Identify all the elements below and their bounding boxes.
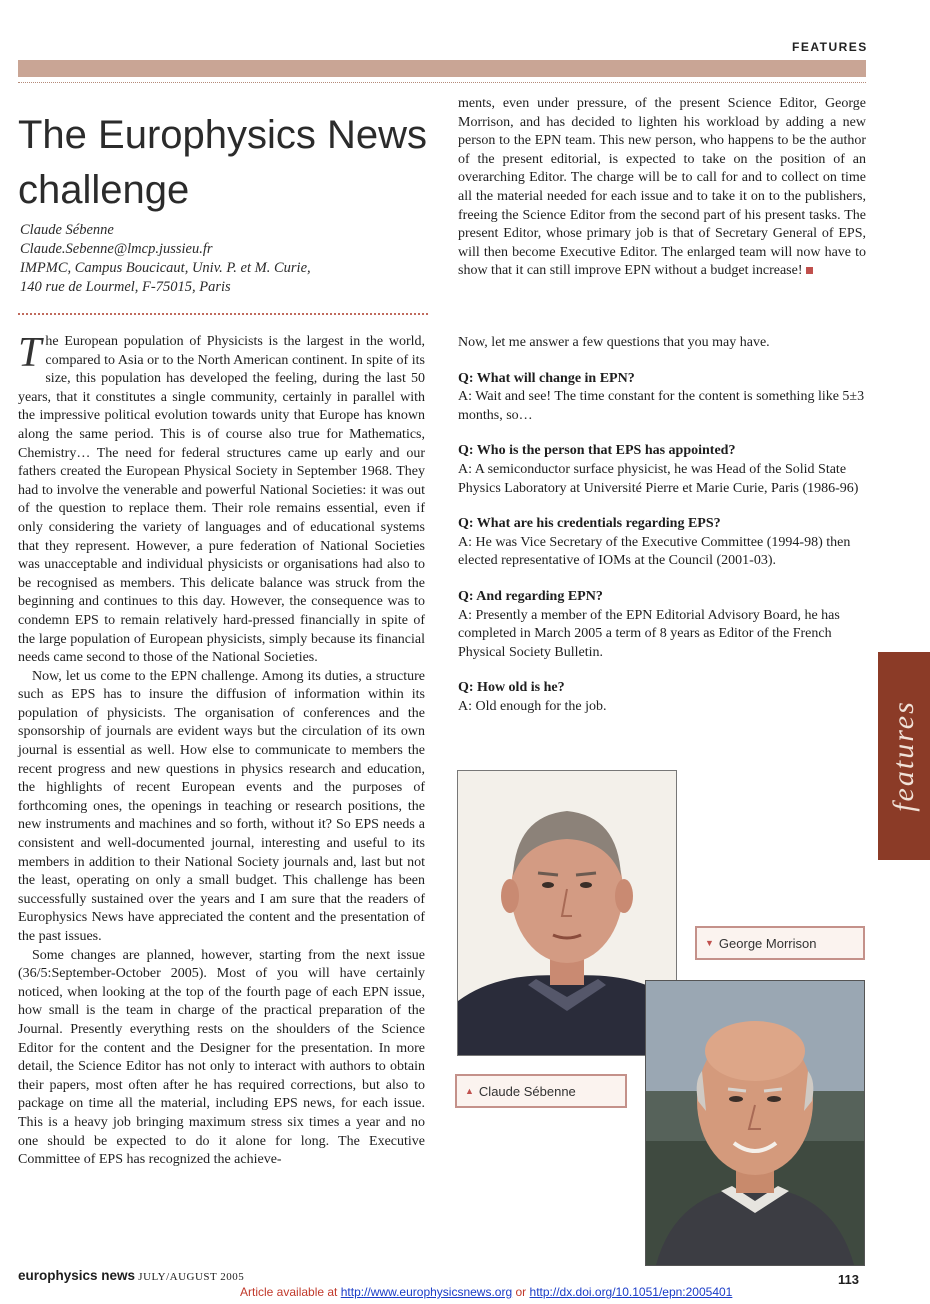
qa-item xyxy=(458,588,868,662)
author-name: Claude Sébenne xyxy=(20,222,114,238)
portrait-claude-image xyxy=(458,771,676,1055)
section-label: FEATURES xyxy=(792,40,868,54)
article-title: The Europhysics News challenge xyxy=(18,113,428,212)
author-email: Claude.Sebenne@lmcp.jussieu.fr xyxy=(20,241,213,257)
caption-george xyxy=(695,926,865,960)
drop-cap: T xyxy=(18,330,42,376)
continued-paragraph xyxy=(458,95,866,281)
left-column xyxy=(18,330,425,1170)
page-number: 113 xyxy=(838,1272,859,1287)
qa-section xyxy=(458,334,868,734)
caption-claude-text: Claude Sébenne xyxy=(478,1083,576,1099)
question: Q: What are his credentials regarding EPS? xyxy=(458,516,721,532)
availability-or: or xyxy=(515,1285,527,1299)
question: Q: Who is the person that EPS has appointed? xyxy=(458,443,736,459)
author-block xyxy=(20,221,430,297)
triangle-up-icon: ▲ xyxy=(465,1086,474,1096)
qa-item xyxy=(458,370,868,426)
portrait-photo-claude xyxy=(457,770,677,1056)
caption-george-text: George Morrison xyxy=(718,935,817,951)
paragraph-3: Some changes are planned, however, starting from the next issue (36/5:September-October 2005). Most of you will have certainly noticed, when looking at the top of the fourth page of each EPN issue, how small is the team in charge of the practical preparation of the Journal. Presently everything rests on the shoulders of the Science Editor for the content and the Designer for the presentation. In more detail, the Science Editor has not only to interact with authors to obtain their papers, most often after he has required corrections, but also to package on time all the material, including EPS news, for each issue. This is a heavy job bringing maximum stress six times a year and no one should be expected to do it alone for long. The Executive Committee of EPS has recognized the achieve- xyxy=(18,947,425,1168)
header-accent-bar xyxy=(18,60,866,77)
side-tab-label: features xyxy=(887,700,920,812)
question: Q: How old is he? xyxy=(458,680,565,696)
portrait-george-image xyxy=(646,981,864,1265)
portrait-photo-george xyxy=(645,980,865,1266)
answer: A: Old enough for the job. xyxy=(458,698,607,714)
availability-line xyxy=(240,1285,840,1299)
footer-publication xyxy=(18,1268,244,1284)
paragraph-1-text: he European population of Physicists is the largest in the world, compared to Asia or to the North American continent. In spite of its size, this population has developed the feeling, during the last 50 years, that it constitutes a single community, certainly in parallel with the impressive political evolution towards unity that Europe has known along the same period. This is of course also true for Mathematics, Chemistry… The need for federal structures came up early and our fathers created the European Physical Society in September 1968. They had to involve the venerable and powerful National Societies: it was out of the question to replace them. Their role remains essential, even if only considering the variety of languages and of educational systems that they represent. However, a pure federation of National Societies was unacceptable and individual physicists or organisations had also to be recognised as members. This delicate balance was struck from the beginning and continues to this day. However, the consequence was to condemn EPS to remain relatively hard-pressed financially in spite of the large population of European physicists, simply because its financial needs came second to those of the National Societies. xyxy=(18,334,425,666)
qa-item xyxy=(458,515,868,571)
triangle-down-icon: ▼ xyxy=(705,938,714,948)
answer: A: He was Vice Secretary of the Executive Committee (1994-98) then elected representative of IOMs at the Council (2001-03). xyxy=(458,534,851,569)
author-affiliation: IMPMC, Campus Boucicaut, Univ. P. et M. Curie, xyxy=(20,260,311,276)
author-address: 140 rue de Lourmel, F-75015, Paris xyxy=(20,279,231,295)
title-divider xyxy=(18,313,428,315)
footer-brand: europhysics news xyxy=(18,1268,136,1283)
journal-url-link[interactable]: http://www.europhysicsnews.org xyxy=(340,1285,513,1299)
end-of-article-icon xyxy=(806,267,813,274)
qa-item xyxy=(458,442,868,498)
doi-link[interactable]: http://dx.doi.org/10.1051/epn:2005401 xyxy=(529,1285,733,1299)
caption-claude xyxy=(455,1074,627,1108)
footer-issue: JULY/AUGUST 2005 xyxy=(138,1271,245,1283)
header-dotted-line xyxy=(18,82,866,83)
question: Q: And regarding EPN? xyxy=(458,588,603,604)
answer: A: Wait and see! The time constant for the content is something like 5±3 months, so… xyxy=(458,389,865,423)
qa-intro: Now, let me answer a few questions that you may have. xyxy=(458,335,770,350)
paragraph-2: Now, let us come to the EPN challenge. Among its duties, a structure such as EPS has to insure the diffusion of information within its population of physicists. The organisation of conferences and the sponsorship of journals are evident ways but the circulation of its own journal is essential as well. How else to communicate to members the recent progress and new questions in physics research and education, the highlights of recent European events and the purposes of forthcoming ones, the openings in teaching or research positions, the new instruments and machines and so forth, without it? So EPS needs a consistent and well-documented journal, interesting and useful to its members in addition to their National Society journals and, last but not the least, operating on only a small budget. This challenge has been successfully sustained over the years and I am sure that the readers of Europhysics News have appreciated the content and the presentation of the past issues. xyxy=(18,668,425,944)
answer: A: Presently a member of the EPN Editorial Advisory Board, he has completed in March 2005 a term of 8 years as Editor of the French Physical Society Bulletin. xyxy=(458,607,840,660)
qa-item xyxy=(458,679,868,716)
continued-paragraph-text: ments, even under pressure, of the present Science Editor, George Morrison, and has decided to lighten his workload by adding a new person to the EPN team. This new person, who happens to be the author of the present editorial, is expected to take on the position of an overarching Editor. The charge will be to call for and to collect on time all the material needed for each issue and to take it on to the publishers, freeing the Science Editor from the second part of his present tasks. The present Editor, whose primary job is that of Secretary General of EPS, will then become Executive Editor. The enlarged team will now have to show that it can still improve EPN without a budget increase! xyxy=(458,96,866,279)
paragraph-1 xyxy=(18,330,425,668)
right-column-continuation xyxy=(458,95,866,281)
question: Q: What will change in EPN? xyxy=(458,370,635,386)
availability-prefix: Article available at xyxy=(240,1285,338,1299)
features-side-tab xyxy=(878,652,930,860)
answer: A: A semiconductor surface physicist, he was Head of the Solid State Physics Laboratory at Université Pierre et Marie Curie, Paris (1986-96) xyxy=(458,461,859,496)
